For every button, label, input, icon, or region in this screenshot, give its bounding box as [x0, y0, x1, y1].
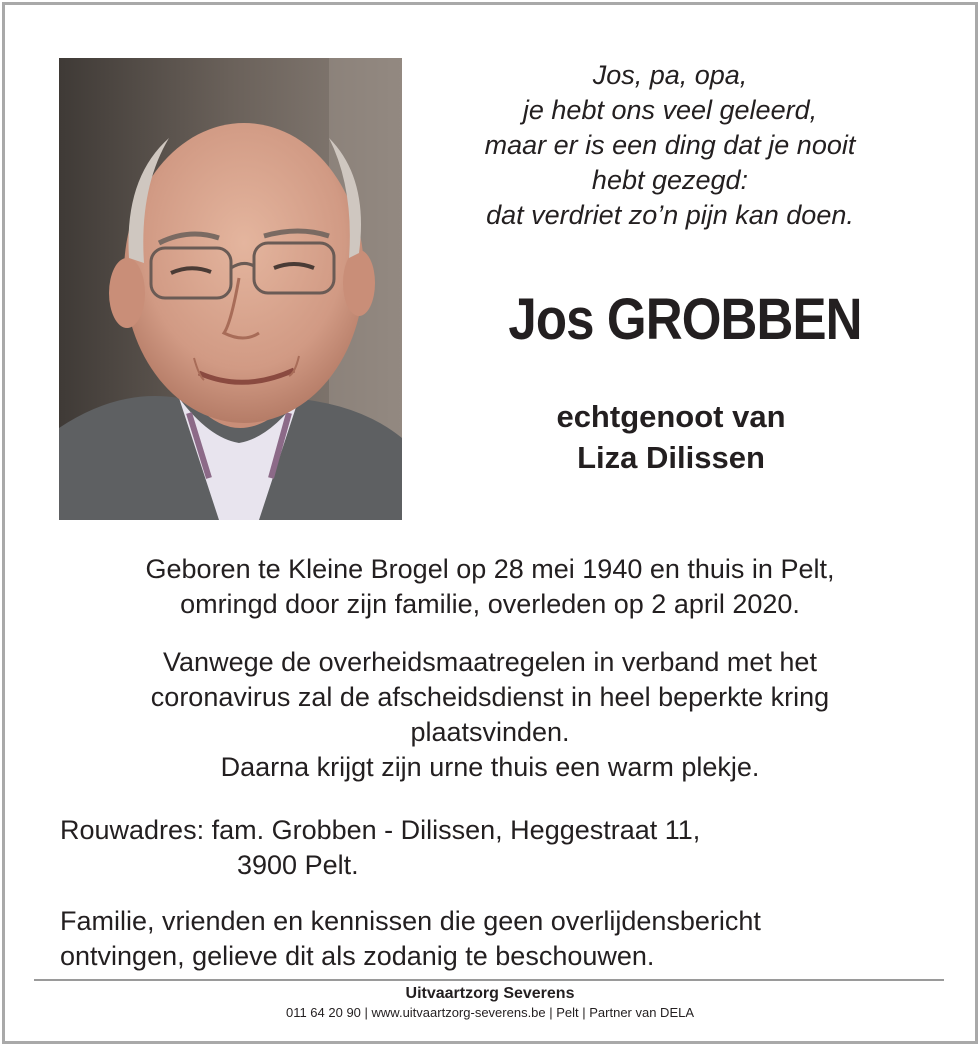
notice-text: [60, 904, 761, 974]
spouse-relation: echtgenoot van: [556, 399, 786, 434]
deceased-name: Jos GROBBEN: [508, 287, 862, 352]
ceremony-line: Daarna krijgt zijn urne thuis een warm plekje.: [220, 752, 760, 782]
birth-death-text: [40, 552, 940, 622]
ceremony-line: coronavirus zal de afscheidsdienst in heel beperkte kring: [150, 682, 830, 712]
portrait-photo: [59, 58, 402, 520]
ceremony-line: Vanwege de overheidsmaatregelen in verband met het: [163, 647, 817, 677]
poem-line: je hebt ons veel geleerd,: [522, 95, 818, 125]
mourning-address: [60, 813, 700, 883]
funeral-company-contact: 011 64 20 90 | www.uitvaartzorg-severens.be | Pelt | Partner van DELA: [285, 1005, 695, 1020]
spouse-info: [440, 396, 902, 478]
notice-line: ontvingen, gelieve dit als zodanig te beschouwen.: [60, 941, 655, 971]
ceremony-line: plaatsvinden.: [410, 717, 570, 747]
birth-death-line: omringd door zijn familie, overleden op 2 april 2020.: [180, 589, 800, 619]
poem-line: Jos, pa, opa,: [592, 60, 748, 90]
footer-divider: [34, 979, 944, 981]
ceremony-text: [40, 645, 940, 785]
spouse-name: Liza Dilissen: [577, 440, 765, 475]
birth-death-line: Geboren te Kleine Brogel op 28 mei 1940 en thuis in Pelt,: [145, 554, 835, 584]
poem-line: maar er is een ding dat je nooit: [484, 130, 856, 160]
poem: [430, 58, 910, 233]
address-line: 3900 Pelt.: [237, 850, 359, 880]
funeral-company-name: Uitvaartzorg Severens: [405, 985, 575, 1002]
address-line: Rouwadres: fam. Grobben - Dilissen, Heggestraat 11,: [60, 815, 701, 845]
poem-line: hebt gezegd:: [591, 165, 749, 195]
notice-line: Familie, vrienden en kennissen die geen overlijdensbericht: [60, 906, 761, 936]
poem-line: dat verdriet zo’n pijn kan doen.: [486, 200, 854, 230]
